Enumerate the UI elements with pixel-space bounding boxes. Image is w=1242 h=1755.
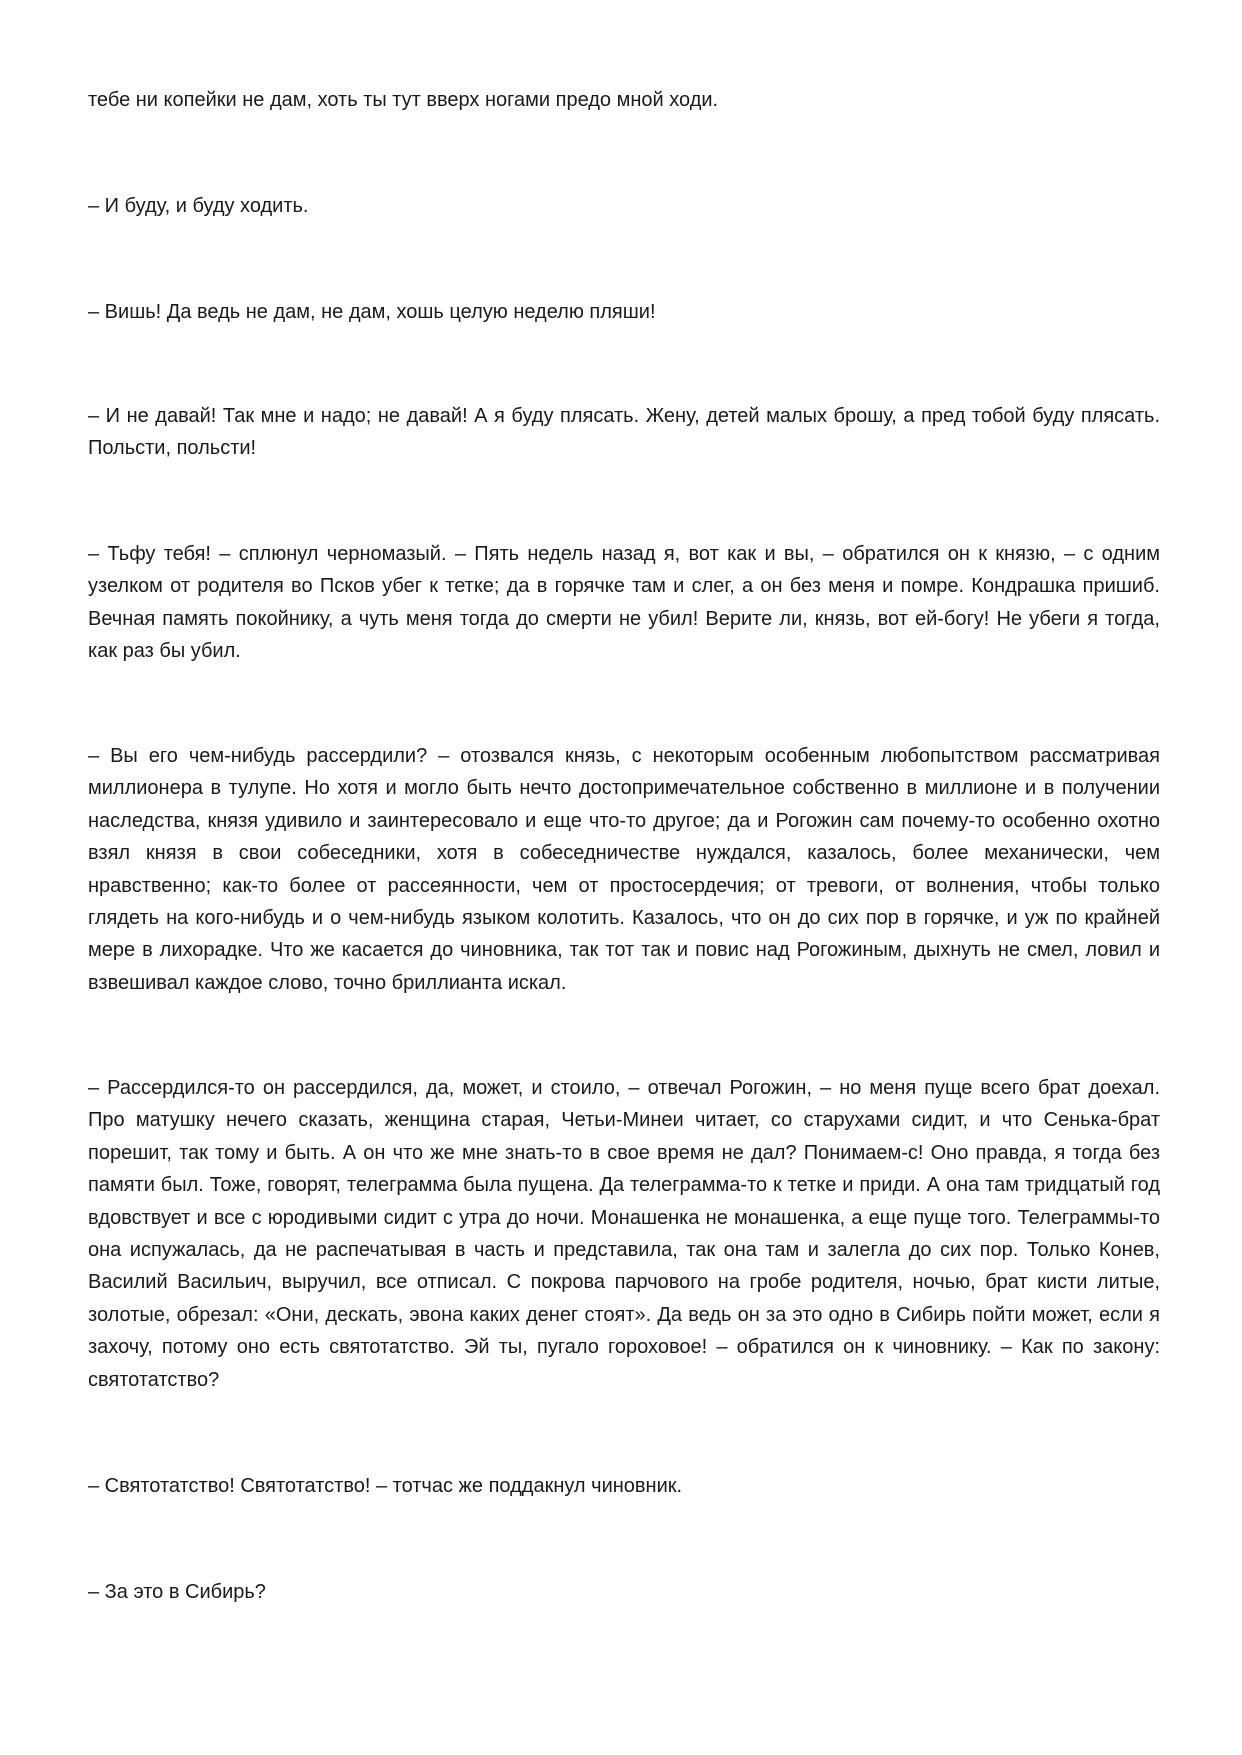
paragraph: – И буду, и буду ходить.	[88, 195, 309, 217]
paragraph: тебе ни копейки не дам, хоть ты тут вверх ногами предо мной ходи.	[88, 89, 719, 111]
paragraph: – За это в Сибирь?	[88, 1581, 266, 1603]
paragraph: – Вы его чем-нибудь рассердили? – отозвался князь, с некоторым особенным любопытством рассматривая миллионера в тулупе. Но хотя и могло быть нечто достопримечательное собственно в миллионе и в получении наследства, князя удивило и заинтересовало и еще что-то другое; да и Рогожин сам почему-то особенно охотно взял князя в свои собеседники, хотя в собеседничестве нуждался, казалось, более механически, чем нравственно; как-то более от рассеянности, чем от простосердечия; от тревоги, от волнения, чтобы только глядеть на кого-нибудь и о чем-нибудь языком колотить. Казалось, что он до сих пор в горячке, и уж по крайней мере в лихорадке. Что же касается до чиновника, так тот так и повис над Рогожиным, дыхнуть не смел, ловил и взвешивал каждое слово, точно бриллианта искал.	[88, 745, 1160, 994]
paragraph: – Рассердился-то он рассердился, да, может, и стоило, – отвечал Рогожин, – но меня пуще всего брат доехал. Про матушку нечего сказать, женщина старая, Четьи-Минеи читает, со старухами сидит, и что Сенька-брат порешит, так тому и быть. А он что же мне знать-то в свое время не дал? Понимаем-с! Оно правда, я тогда без памяти был. Тоже, говорят, телеграмма была пущена. Да телеграмма-то к тетке и приди. А она там тридцатый год вдовствует и все с юродивыми сидит с утра до ночи. Монашенка не монашенка, а еще пуще того. Телеграммы-то она испужалась, да не распечатывая в часть и представила, так она там и залегла до сих пор. Только Конев, Василий Васильич, выручил, все отписал. С покрова парчового на гробе родителя, ночью, брат кисти литые, золотые, обрезал: «Они, дескать, эвона каких денег стоят». Да ведь он за это одно в Сибирь пойти может, если я захочу, потому оно есть святотатство. Эй ты, пугало гороховое! – обратился он к чиновнику. – Как по закону: святотатство?	[88, 1077, 1160, 1391]
paragraph: – Вишь! Да ведь не дам, не дам, хошь целую неделю пляши!	[88, 301, 656, 323]
paragraph: – И не давай! Так мне и надо; не давай! А я буду плясать. Жену, детей малых брошу, а пред тобой буду плясать. Польсти, польсти!	[88, 405, 1160, 460]
paragraph: – Святотатство! Святотатство! – тотчас же поддакнул чиновник.	[88, 1475, 683, 1497]
paragraph: – Тьфу тебя! – сплюнул черномазый. – Пять недель назад я, вот как и вы, – обратился он к князю, – с одним узелком от родителя во Псков убег к тетке; да в горячке там и слег, а он без меня и помре. Кондрашка пришиб. Вечная память покойнику, а чуть меня тогда до смерти не убил! Верите ли, князь, вот ей-богу! Не убеги я тогда, как раз бы убил.	[88, 543, 1160, 663]
